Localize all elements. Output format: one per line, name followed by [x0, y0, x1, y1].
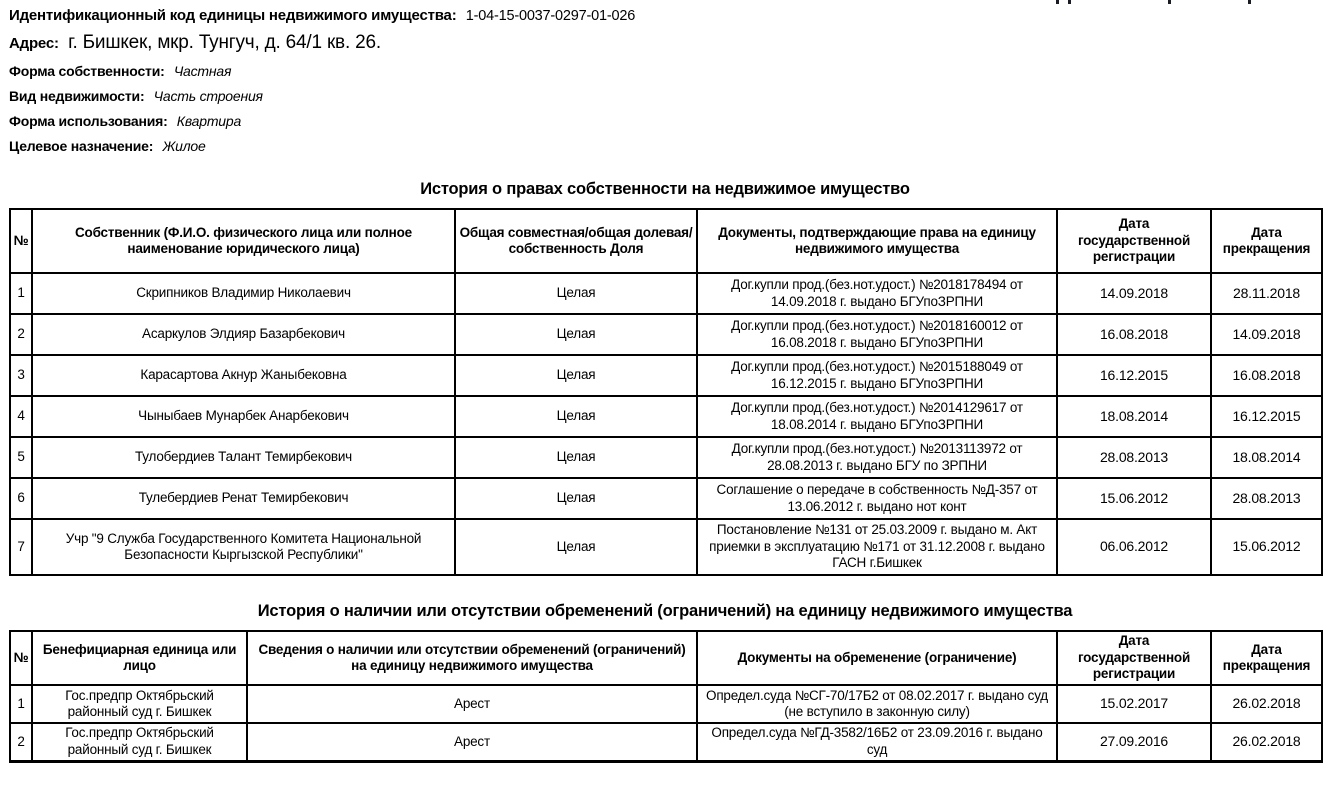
row-number: 7	[10, 519, 32, 575]
encumbrance-info-cell: Арест	[247, 723, 697, 761]
termination-date-cell: 28.08.2013	[1211, 478, 1322, 519]
termination-date-cell: 14.09.2018	[1211, 314, 1322, 355]
col-header-registration-date: Дата государственной регистрации	[1057, 631, 1211, 685]
termination-date-cell: 16.08.2018	[1211, 355, 1322, 396]
field-label: Вид недвижимости:	[9, 88, 145, 104]
col-header-registration-date: Дата государственной регистрации	[1057, 209, 1211, 273]
col-header-documents: Документы, подтверждающие права на единицу недвижимого имущества	[697, 209, 1057, 273]
owner-cell: Скрипников Владимир Николаевич	[32, 273, 455, 314]
col-header-termination-date: Дата прекращения	[1211, 209, 1322, 273]
table-row	[10, 355, 1322, 396]
registration-date-cell: 27.09.2016	[1057, 723, 1211, 761]
col-header-beneficiary: Бенефициарная единица или лицо	[32, 631, 247, 685]
field-label: Форма использования:	[9, 113, 168, 129]
share-cell: Целая	[455, 314, 697, 355]
field-label: Идентификационный код единицы недвижимого имущества:	[9, 7, 457, 24]
share-cell: Целая	[455, 519, 697, 575]
ownership-history-table	[9, 208, 1323, 576]
registration-date-cell: 18.08.2014	[1057, 396, 1211, 437]
col-header-share: Общая совместная/общая долевая/собственность Доля	[455, 209, 697, 273]
share-cell: Целая	[455, 478, 697, 519]
table-row	[10, 685, 1322, 723]
field-identification-code	[9, 7, 1321, 25]
document-cell: Определ.суда №СГ-70/17Б2 от 08.02.2017 г. выдано суд (не вступило в законную силу)	[697, 685, 1057, 723]
ownership-header-row	[10, 209, 1322, 273]
registration-date-cell: 16.08.2018	[1057, 314, 1211, 355]
field-address	[9, 32, 1321, 54]
document-cell: Дог.купли прод.(без.нот.удост.) №2013113972 от 28.08.2013 г. выдано БГУ по ЗРПНИ	[697, 437, 1057, 478]
field-value: Квартира	[176, 113, 242, 129]
registration-date-cell: 16.12.2015	[1057, 355, 1211, 396]
col-header-number: №	[10, 209, 32, 273]
encumbrance-table-title: История о наличии или отсутствии обременений (ограничений) на единицу недвижимого имущества	[257, 602, 1073, 620]
row-number: 1	[10, 685, 32, 723]
ownership-table-title: История о правах собственности на недвижимое имущество	[420, 180, 910, 198]
encumbrance-info-cell: Арест	[247, 685, 697, 723]
field-label: Форма собственности:	[9, 63, 165, 79]
document-cell: Дог.купли прод.(без.нот.удост.) №2018160012 от 16.08.2018 г. выдано БГУпоЗРПНИ	[697, 314, 1057, 355]
registration-date-cell: 15.02.2017	[1057, 685, 1211, 723]
table-row	[10, 519, 1322, 575]
row-number: 2	[10, 314, 32, 355]
document-cell: Дог.купли прод.(без.нот.удост.) №2015188049 от 16.12.2015 г. выдано БГУпоЗРПНИ	[697, 355, 1057, 396]
row-number: 1	[10, 273, 32, 314]
row-number: 4	[10, 396, 32, 437]
document-cell: Дог.купли прод.(без.нот.удост.) №2018178494 от 14.09.2018 г. выдано БГУпоЗРПНИ	[697, 273, 1057, 314]
share-cell: Целая	[455, 273, 697, 314]
termination-date-cell: 15.06.2012	[1211, 519, 1322, 575]
row-number: 2	[10, 723, 32, 761]
registration-date-cell: 15.06.2012	[1057, 478, 1211, 519]
share-cell: Целая	[455, 437, 697, 478]
field-value: г. Бишкек, мкр. Тунгуч, д. 64/1 кв. 26.	[68, 32, 381, 53]
share-cell: Целая	[455, 355, 697, 396]
owner-cell: Асаркулов Элдияр Базарбекович	[32, 314, 455, 355]
col-header-encumbrance-documents: Документы на обременение (ограничение)	[697, 631, 1057, 685]
share-cell: Целая	[455, 396, 697, 437]
table-row	[10, 314, 1322, 355]
encumbrance-history-table	[9, 630, 1323, 763]
table-row	[10, 273, 1322, 314]
owner-cell: Учр "9 Служба Государственного Комитета Национальной Безопасности Кыргызской Республики"	[32, 519, 455, 575]
col-header-owner: Собственник (Ф.И.О. физического лица или полное наименование юридического лица)	[32, 209, 455, 273]
document-cell: Дог.купли прод.(без.нот.удост.) №2014129617 от 18.08.2014 г. выдано БГУпоЗРПНИ	[697, 396, 1057, 437]
field-ownership-form	[9, 63, 1321, 81]
row-number: 3	[10, 355, 32, 396]
document-cell: Постановление №131 от 25.03.2009 г. выдано м. Акт приемки в эксплуатацию №171 от 31.12.2008 г. выдано ГАСН г.Бишкек	[697, 519, 1057, 575]
col-header-encumbrance-info: Сведения о наличии или отсутствии обременений (ограничений) на единицу недвижимого имущества	[247, 631, 697, 685]
row-number: 5	[10, 437, 32, 478]
field-value: Часть строения	[153, 88, 263, 104]
table-row	[10, 437, 1322, 478]
encumbrance-header-row	[10, 631, 1322, 685]
registration-date-cell: 06.06.2012	[1057, 519, 1211, 575]
termination-date-cell: 16.12.2015	[1211, 396, 1322, 437]
field-designation	[9, 138, 1321, 156]
owner-cell: Тулобердиев Талант Темирбекович	[32, 437, 455, 478]
field-value: Частная	[173, 63, 232, 79]
field-usage-form	[9, 113, 1321, 131]
termination-date-cell: 26.02.2018	[1211, 723, 1322, 761]
row-number: 6	[10, 478, 32, 519]
table-row	[10, 723, 1322, 761]
table-row	[10, 396, 1322, 437]
document-cell: Соглашение о передаче в собственность №Д-357 от 13.06.2012 г. выдано нот конт	[697, 478, 1057, 519]
beneficiary-cell: Гос.предпр Октябрьский районный суд г. Бишкек	[32, 723, 247, 761]
col-header-number: №	[10, 631, 32, 685]
field-value: 1-04-15-0037-0297-01-026	[465, 8, 636, 24]
registration-date-cell: 14.09.2018	[1057, 273, 1211, 314]
termination-date-cell: 28.11.2018	[1211, 273, 1322, 314]
col-header-termination-date: Дата прекращения	[1211, 631, 1322, 685]
field-value: Жилое	[162, 138, 206, 154]
owner-cell: Тулебердиев Ренат Темирбекович	[32, 478, 455, 519]
field-label: Целевое назначение:	[9, 138, 154, 154]
owner-cell: Карасартова Акнур Жаныбековна	[32, 355, 455, 396]
field-property-type	[9, 88, 1321, 106]
termination-date-cell: 26.02.2018	[1211, 685, 1322, 723]
property-header-fields	[9, 7, 1321, 156]
table-row	[10, 478, 1322, 519]
beneficiary-cell: Гос.предпр Октябрьский районный суд г. Бишкек	[32, 685, 247, 723]
document-cell: Определ.суда №ГД-3582/16Б2 от 23.09.2016 г. выдано суд	[697, 723, 1057, 761]
field-label: Адрес:	[9, 35, 59, 52]
owner-cell: Чыныбаев Мунарбек Анарбекович	[32, 396, 455, 437]
registration-date-cell: 28.08.2013	[1057, 437, 1211, 478]
termination-date-cell: 18.08.2014	[1211, 437, 1322, 478]
